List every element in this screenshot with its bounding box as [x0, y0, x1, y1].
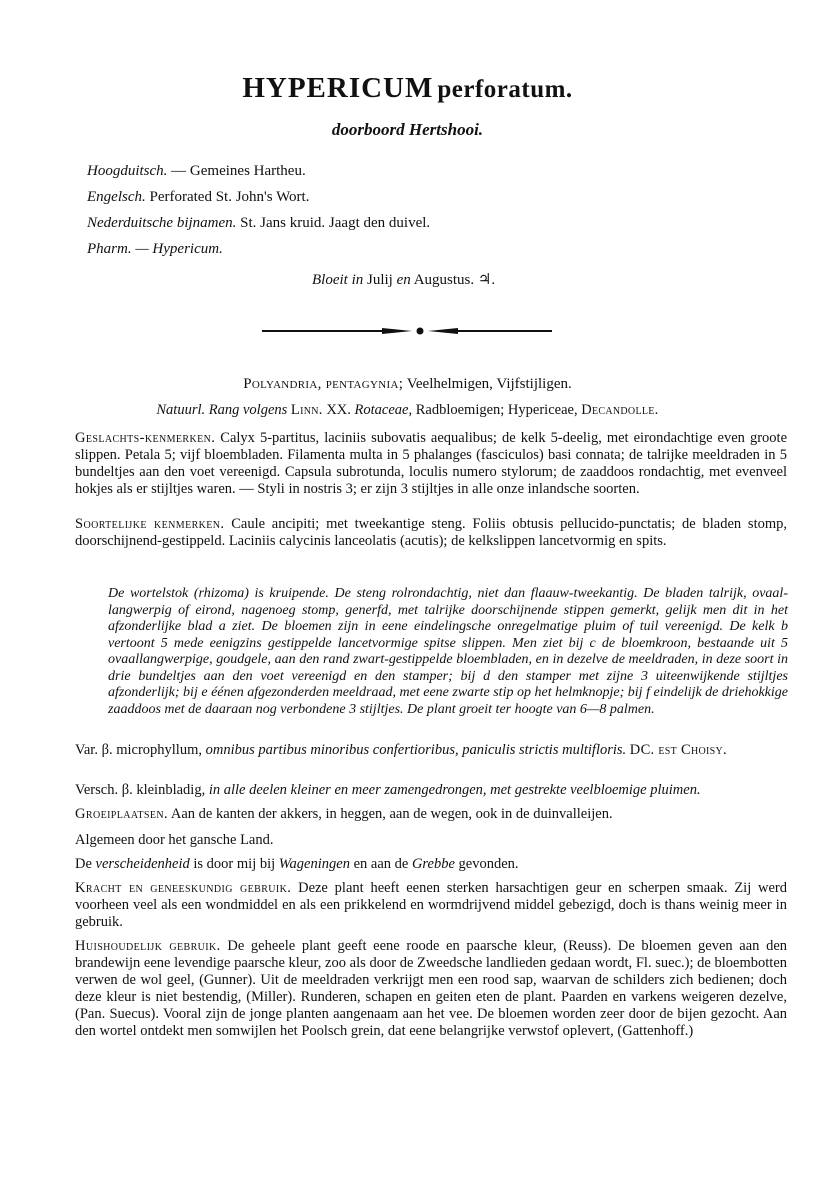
order-dutch: Radbloemigen; Hypericeae,: [415, 402, 578, 418]
variety-latin-text: omnibus partibus minoribus confertioribus, paniculis strictis multifloris.: [205, 742, 627, 758]
order-decandolle: Decandolle.: [581, 402, 659, 418]
order-label: Natuurl. Rang volgens: [156, 402, 288, 418]
vernacular-row: [87, 210, 430, 236]
medicinal-text: Deze plant heeft eenen sterken harsachtigen geur en scherpen smaak. Zij werd voorheen veel als een wondmiddel en als een prikkelend en wormdrijvend middel gebezigd, doch is thans weinig meer in gebruik.: [75, 880, 788, 930]
location-grebbe: Grebbe: [411, 856, 455, 872]
order-number: XX.: [326, 402, 351, 418]
bloom-month-2: Augustus.: [413, 272, 475, 288]
variety-latin: [75, 742, 787, 759]
distribution: Algemeen door het gansche Land.: [75, 832, 274, 848]
specific-text: Caule ancipiti; met tweekantige steng. Foliis obtusis pellucido-punctatis; de bladen stomp, doorschijnend-gestippeld. Laciniis calycinis lanceolatis (acutis); de kelkslippen lancetvormig en spits.: [75, 516, 788, 549]
location-wageningen: Wageningen: [278, 856, 350, 872]
vernacular-text: — Gemeines Hartheu.: [171, 163, 306, 179]
vernacular-label: Hoogduitsch.: [87, 163, 168, 179]
order-linnaeus: Linn.: [290, 402, 323, 418]
variety-latin-prefix: Var. β. microphyllum,: [75, 742, 202, 758]
habitat: [75, 806, 787, 823]
household-text: De geheele plant geeft eene roode en paarsche kleur, (Reuss). De bloemen geven aan den brandewijn eene levendige paarsche kleur, zoo als door de Zweedsche landlieden gedaan wordt, Fl. suec.); de bloembotten verwen de wol geel, (Gunner). Uit de meeldraden verkrijgt men een rood sap, waarvan de schilders zich bedienen; doch deze kleur is niet bestendig, (Miller). Runderen, schapen en geiten eten de plant. Paarden en varkens weigeren dezelve, (Pan. Suecus). Vooral zijn de jonge planten aangenaam aan het vee. De bloemen worden zeer door de bijen gezocht. Aan den wortel ontdekt men somwijlen het Poolsch grein, dat eene belangrijke verwstof oplevert, (Gattenhoff.): [75, 938, 788, 1039]
generic-text: Calyx 5-partitus, laciniis subovatis aequalibus; de kelk 5-deelig, met eirondachtige even groote slippen. Petala 5; vijf bloembladen. Filamenta multa in 5 phalanges (fasciculos) basi connata; de talrijke meeldraden in 5 bundeltjes aan den voet vereenigd. Capsula subrotunda, loculis numero stylorum; de zaaddoos rondachtig, met evenveel hokjes als er stijltjes waren. — Styli in nostris 3; er zijn 3 stijltjes in alle onze inlandsche soorten.: [75, 430, 787, 497]
medicinal-use: [75, 880, 787, 931]
dutch-name: doorboord Hertshooi.: [331, 120, 484, 139]
specific-label: Soortelijke kenmerken.: [75, 516, 225, 532]
order-rotaceae: Rotaceae,: [354, 402, 413, 418]
variety-found-term: verscheidenheid: [95, 856, 190, 872]
natural-order: [0, 402, 815, 419]
variety-found-text: De: [75, 856, 92, 872]
vernacular-label: Engelsch.: [87, 189, 146, 205]
specific-characters: [75, 516, 787, 550]
class-latin: Polyandria, pentagynia;: [243, 376, 404, 392]
habitat-label: Groeiplaatsen.: [75, 806, 169, 822]
ornamental-divider: [262, 324, 552, 338]
flowering-time: [312, 270, 495, 289]
plant-description: De wortelstok (rhizoma) is kruipende. De steng rolrondachtig, niet dan flaauw-tweekantig. De bladen talrijk, ovaal-langwerpig of eirond, nagenoeg stomp, generfd, met talrijke doorschijnende stippen gemerkt, gelijk men dit in het afzonderlijke blad a ziet. De bloemen zijn in eene eindelingsche onregelmatige pluim of tuil vereenigd. De kelk b vertoont 5 mede eenigzins gestippelde lancetvormige spitse slippen. Men ziet bij c de bloemkroon, bestaande uit 5 ovaallangwerpige, goudgele, aan den rand zwart-gestippelde bloembladen, en in dezelve de meeldraden, in deze soort in drie bundeltjes aan den voet vereenigd en den stamper; bij d den stamper met zijne 3 uiteenwijkende stijltjes afzonderlijk; bij e éénen afgezonderden meeldraad, met eene zwarte stip op het helmknopje; bij f eindelijk de driehokkige zaaddoos met de daaraan nog verbondene 3 stijltjes. De plant groeit ter hoogte van 6—8 palmen.: [108, 586, 788, 717]
habitat-text: Aan de kanten der akkers, in heggen, aan de wegen, ook in de duinvalleijen.: [170, 806, 613, 822]
title-genus: HYPERICUM: [242, 72, 434, 104]
page-title: [0, 72, 815, 105]
vernacular-names: [87, 158, 430, 262]
generic-label: Geslachts-kenmerken.: [75, 430, 216, 446]
household-use: [75, 938, 787, 1040]
household-label: Huishoudelijk gebruik.: [75, 938, 221, 954]
perennial-symbol: ♃.: [477, 272, 496, 288]
variety-found-text: en aan de: [353, 856, 409, 872]
variety-dutch: [75, 782, 787, 799]
bloom-conj: en: [396, 272, 411, 288]
title-species: perforatum.: [437, 76, 573, 103]
vernacular-label: Pharm. — Hypericum.: [87, 241, 223, 257]
medicinal-label: Kracht en geneeskundig gebruik.: [75, 880, 292, 896]
generic-characters: [75, 430, 787, 498]
linnaean-class: [0, 376, 815, 393]
vernacular-text: Perforated St. John's Wort.: [149, 189, 310, 205]
vernacular-label: Nederduitsche bijnamen.: [87, 215, 237, 231]
variety-found-text: is door mij bij: [193, 856, 276, 872]
bloom-label: Bloeit in: [312, 272, 364, 288]
variety-found-text: gevonden.: [458, 856, 519, 872]
bloom-month-1: Julij: [367, 272, 393, 288]
class-dutch: Veelhelmigen, Vijfstijligen.: [406, 376, 572, 392]
vernacular-row: [87, 158, 430, 184]
variety-latin-suffix: DC. est Choisy.: [629, 742, 727, 758]
vernacular-row: [87, 184, 430, 210]
vernacular-row: [87, 236, 430, 262]
variety-dutch-prefix: Versch. β. kleinbladig,: [75, 782, 206, 798]
variety-found: [75, 856, 787, 873]
vernacular-text: St. Jans kruid. Jaagt den duivel.: [240, 215, 431, 231]
variety-dutch-text: in alle deelen kleiner en meer zamengedrongen, met gestrekte veelbloemige pluimen.: [208, 782, 701, 798]
